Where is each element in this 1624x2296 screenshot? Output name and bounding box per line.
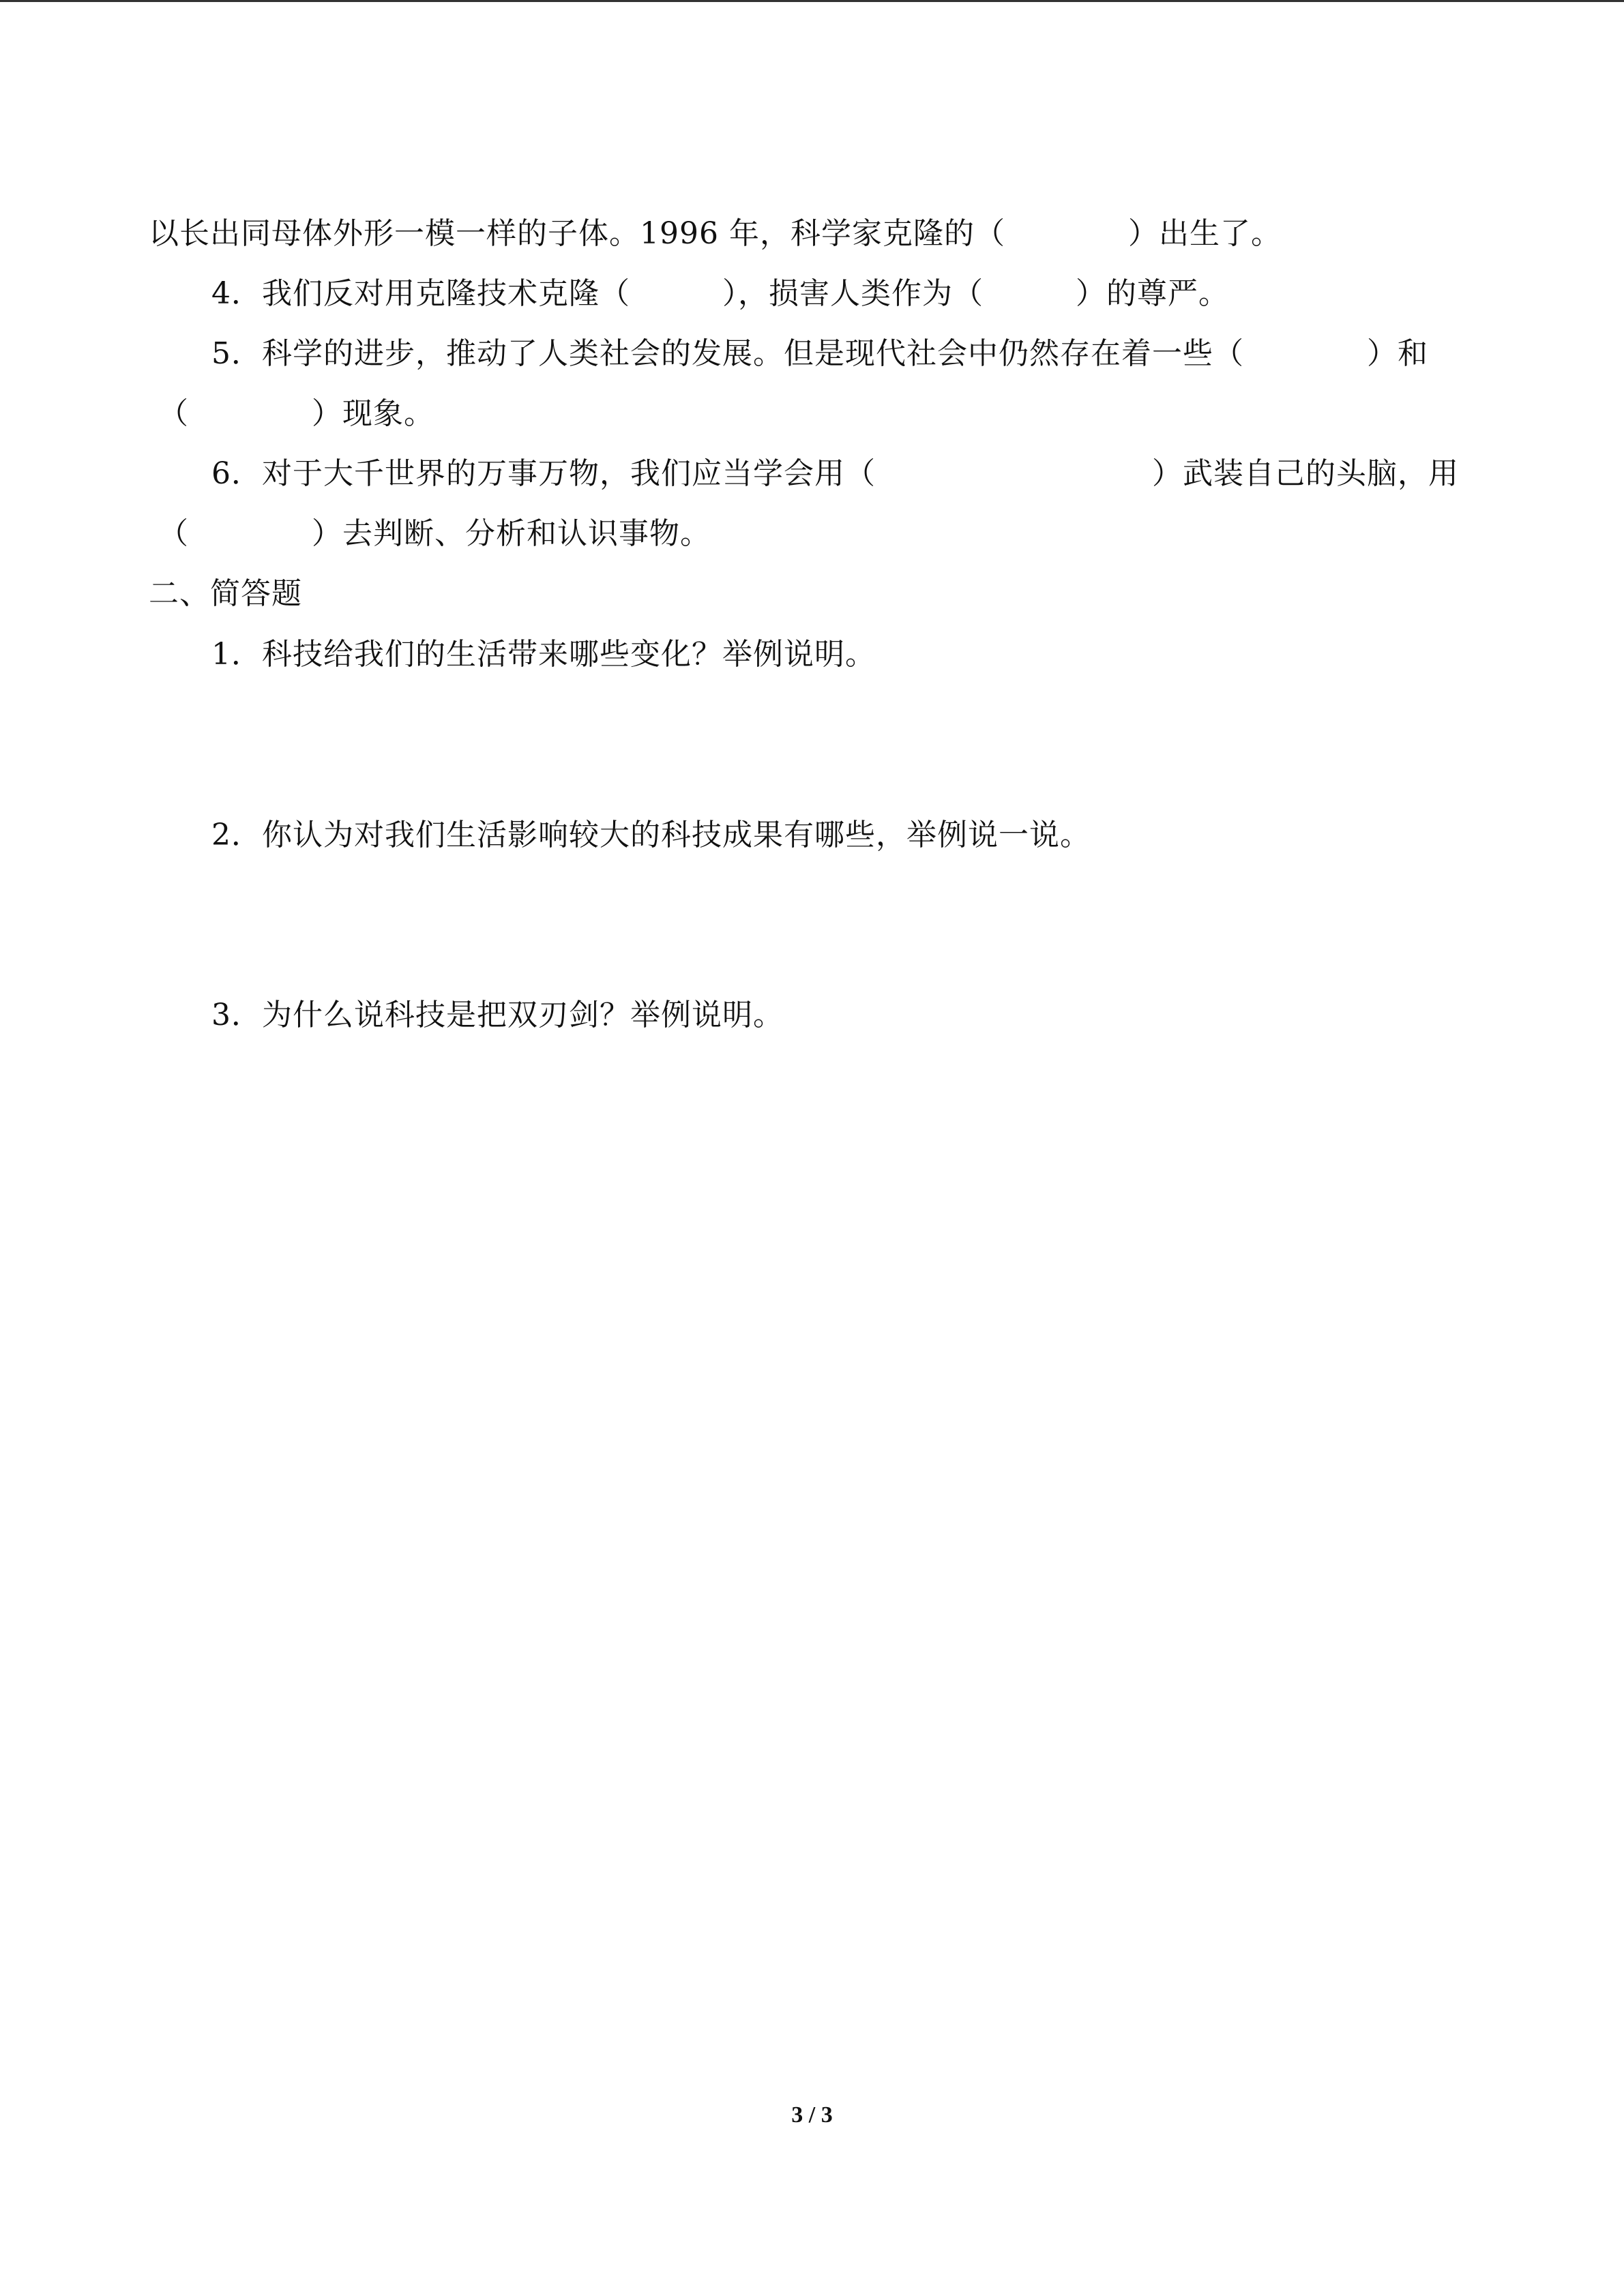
page-number: 3 / 3 xyxy=(791,2102,833,2128)
fill-in-item-4: 4．我们反对用克隆技术克隆（ ），损害人类作为（ ）的尊严。 xyxy=(211,276,1229,311)
fill-in-item-6-line-1: 6．对于大千世界的万事万物，我们应当学会用（ ）武装自己的头脑，用 xyxy=(211,456,1459,491)
question-2: 2．你认为对我们生活影响较大的科技成果有哪些，举例说一说。 xyxy=(211,818,1091,852)
fill-in-item-5-line-2: （ ）现象。 xyxy=(158,396,434,431)
page-top-border xyxy=(0,0,1624,2)
fill-in-item-6-line-2: （ ）去判断、分析和认识事物。 xyxy=(158,516,711,551)
fill-in-line-1: 以长出同母体外形一模一样的子体。1996 年，科学家克隆的（ ）出生了。 xyxy=(149,216,1282,251)
question-1: 1．科技给我们的生活带来哪些变化？举例说明。 xyxy=(211,637,876,672)
question-3: 3．为什么说科技是把双刃剑？举例说明。 xyxy=(211,998,784,1032)
fill-in-item-5-line-1: 5．科学的进步，推动了人类社会的发展。但是现代社会中仍然存在着一些（ ）和 xyxy=(211,336,1428,371)
section-2-heading: 二、简答题 xyxy=(149,576,302,611)
